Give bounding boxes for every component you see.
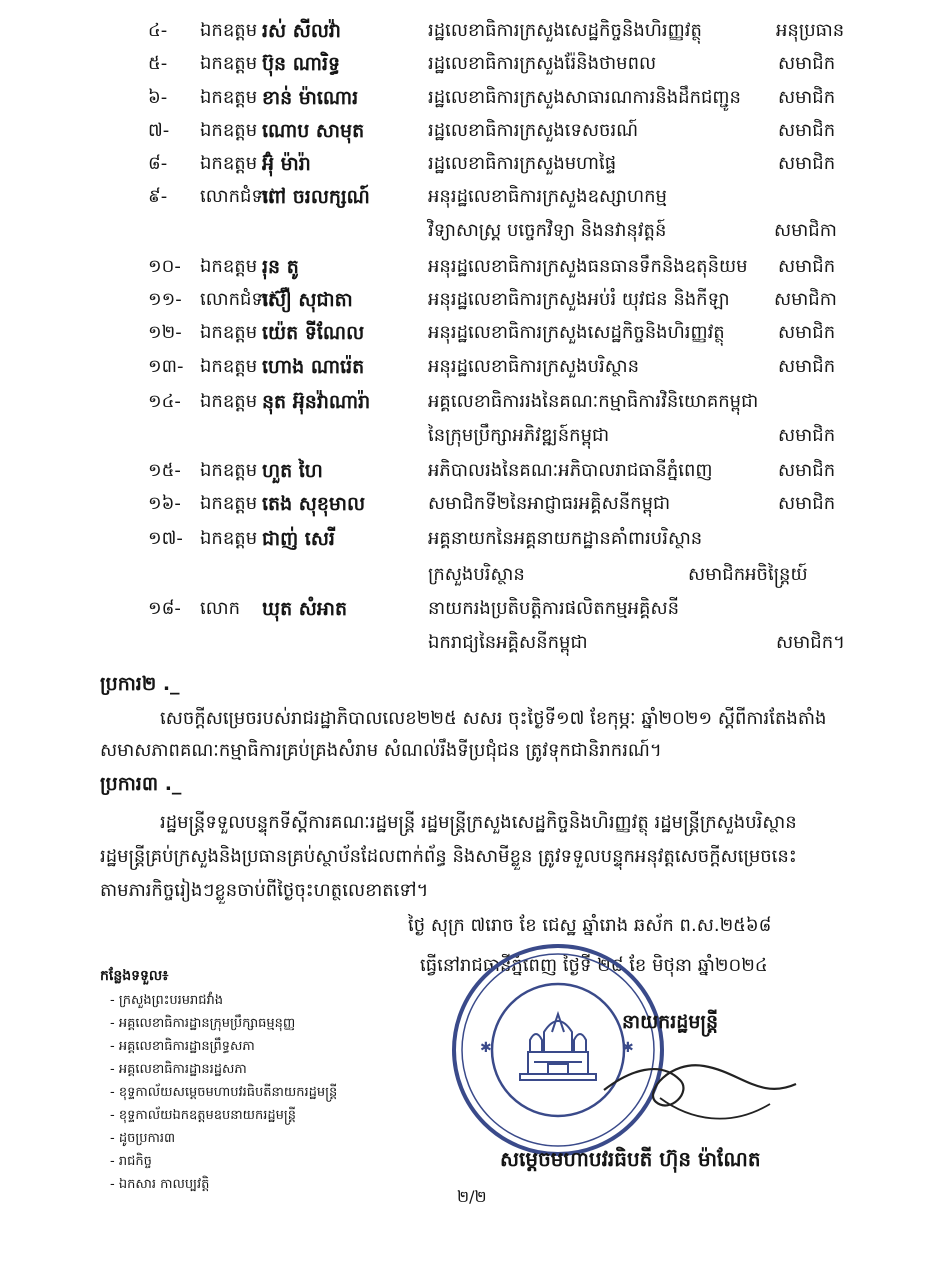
member-title: ឯកឧត្តម (200, 120, 258, 141)
member-position: អភិបាលរងនៃគណៈអភិបាលរាជធានីភ្នំពេញ (428, 460, 713, 481)
member-row (0, 49, 860, 79)
article-3-line: តាមភារកិច្ចរៀងៗខ្លួនចាប់ពីថ្ងៃចុះហត្ថលេខាតទៅ។ (100, 880, 429, 901)
member-title: លោកជំទាវ (200, 186, 275, 207)
member-number: ១៧- (148, 528, 183, 549)
member-position: អគ្គលេខាធិការរងនៃគណៈកម្មាធិការវិនិយោគកម្ពុជា (428, 391, 759, 412)
member-position: រដ្ឋលេខាធិការក្រសួងសាធារណការនិងដឹកជញ្ជូន (428, 87, 741, 108)
member-number: ៥- (148, 53, 168, 74)
member-role: សមាជិក (778, 120, 836, 141)
member-role: សមាជិកា (774, 289, 837, 310)
article-3-line: រដ្ឋមន្ត្រីទទួលបន្ទុកទីស្តីការគណៈរដ្ឋមន្ត្រី រដ្ឋមន្ត្រីក្រសួងសេដ្ឋកិច្ចនិងហិរញ្ញវត្ថុ រដ្ឋមន្ត្រីក្រសួងបរិស្ថាន (160, 812, 797, 833)
member-position-cont: ក្រសួងបរិស្ថាន (428, 564, 525, 585)
member-title: ឯកឧត្តម (200, 53, 258, 74)
member-row (0, 387, 860, 417)
member-role: សមាជិក (778, 87, 836, 108)
member-position-cont: នៃក្រុមប្រឹក្សាអភិវឌ្ឍន៍កម្ពុជា (428, 425, 610, 446)
member-role: អនុប្រធាន (776, 20, 845, 41)
member-number: ៨- (148, 153, 168, 174)
svg-text:✱: ✱ (622, 1040, 634, 1056)
member-title: ឯកឧត្តម (200, 356, 258, 377)
member-name: នុត អ៊ុនវ៉ាណារ៉ា (262, 391, 371, 413)
member-title: ឯកឧត្តម (200, 87, 258, 108)
member-name: រស់ សីលវ៉ា (262, 20, 341, 42)
member-name: យ៉េត ទីណែល (262, 322, 365, 344)
member-name: ហួត ហៃ (262, 460, 323, 482)
page-number: ២/២ (457, 1187, 487, 1206)
member-number: ៧- (148, 120, 170, 141)
member-row-continued (0, 560, 860, 590)
member-title: ឯកឧត្តម (200, 460, 258, 481)
member-row (0, 285, 860, 315)
member-position: រដ្ឋលេខាធិការក្រសួងទេសចរណ៍ (428, 120, 639, 141)
member-row (0, 252, 860, 282)
member-position: អនុរដ្ឋលេខាធិការក្រសួងបរិស្ថាន (428, 356, 640, 377)
article-3-heading: ប្រការ៣ ._ (100, 773, 182, 795)
member-number: ១៦- (148, 493, 181, 514)
member-name: អ៊ុំ ម៉ារ៉ា (262, 153, 311, 175)
member-name: ហោង ណារ៉េត (262, 356, 365, 378)
member-name: ជាញ់ សេរី (262, 528, 335, 550)
member-role: សមាជិក (778, 322, 836, 343)
member-row (0, 116, 860, 146)
article-2-heading: ប្រការ២ ._ (100, 673, 180, 695)
member-row-continued (0, 216, 860, 246)
member-number: ៩- (148, 186, 168, 207)
member-position: អនុរដ្ឋលេខាធិការក្រសួងអប់រំ យុវជន និងកីឡា (428, 289, 730, 310)
member-number: ១៣- (148, 356, 184, 377)
member-position: អនុរដ្ឋលេខាធិការក្រសួងសេដ្ឋកិច្ចនិងហិរញ្ញវត្ថុ (428, 322, 725, 343)
article-2-line: សេចក្តីសម្រេចរបស់រាជរដ្ឋាភិបាលលេខ២២៥ សសរ ចុះថ្ងៃទី១៧ ខែកុម្ភៈ ឆ្នាំ២០២១ ស្តីពីការតែងតាំង (160, 708, 827, 729)
member-position: នាយករងប្រតិបត្តិការផលិតកម្មអគ្គិសនី (428, 598, 680, 619)
member-position: អនុរដ្ឋលេខាធិការក្រសួងធនធានទឹកនិងឧតុនិយម (428, 256, 748, 277)
member-name: ពៅ ចរលក្សណ៍ (262, 186, 370, 208)
angkor-temple-icon (520, 1014, 596, 1080)
member-number: ១៥- (148, 460, 181, 481)
member-name: ណោប សាមុត (262, 120, 365, 142)
member-row (0, 182, 860, 212)
lunar-date: ថ្ងៃ សុក្រ ៧រោច ខែ ជេស្ឋ ឆ្នាំរោង ឆស័ក ព.ស.២៥៦៨ (408, 915, 772, 936)
member-row (0, 489, 860, 519)
member-position: អគ្គនាយកនៃអគ្គនាយកដ្ឋានគាំពារបរិស្ថាន (428, 528, 703, 549)
member-title: លោកជំទាវ (200, 289, 275, 310)
member-role: សមាជិក (778, 256, 836, 277)
recipient-item: - ខុទ្ទកាល័យឯកឧត្តមឧបនាយករដ្ឋមន្ត្រី (110, 1108, 296, 1123)
member-title: លោក (200, 598, 240, 619)
member-row (0, 524, 860, 554)
recipient-item: - រាជកិច្ច (110, 1154, 152, 1169)
member-number: ១៤- (148, 391, 181, 412)
recipient-item: - អគ្គលេខាធិការដ្ឋានក្រុមប្រឹក្សាធម្មនុញ្ញ (110, 1016, 296, 1031)
member-title: ឯកឧត្តម (200, 20, 258, 41)
member-row (0, 149, 860, 179)
recipient-item: - ដូចប្រការ៣ (110, 1131, 176, 1146)
member-position: សមាជិកទី២នៃអាជ្ញាធរអគ្គិសនីកម្ពុជា (428, 493, 671, 514)
member-title: ឯកឧត្តម (200, 256, 258, 277)
member-role: សមាជិក។ (776, 632, 845, 653)
article-2-line: សមាសភាពគណៈកម្មាធិការគ្រប់គ្រងសំរាម សំណល់រឹងទីប្រជុំជន ត្រូវទុកជានិរាករណ៍។ (100, 740, 662, 761)
member-row (0, 456, 860, 486)
member-name: ឃុត សំអាត (262, 598, 348, 620)
member-number: ៤- (148, 20, 168, 41)
member-title: ឯកឧត្តម (200, 153, 258, 174)
member-row (0, 594, 860, 624)
member-number: ១១- (148, 289, 182, 310)
member-position: អនុរដ្ឋលេខាធិការក្រសួងឧស្សាហកម្ម (428, 186, 667, 207)
member-row (0, 16, 860, 46)
signature-title: នាយករដ្ឋមន្ត្រី (622, 1011, 719, 1033)
member-role: សមាជិក (778, 425, 836, 446)
member-role: សមាជិក (778, 53, 836, 74)
member-number: ៦- (148, 87, 168, 108)
member-title: ឯកឧត្តម (200, 391, 258, 412)
member-position-cont: ឯករាជ្យនៃអគ្គិសនីកម្ពុជា (428, 632, 588, 653)
member-position: រដ្ឋលេខាធិការក្រសួងរ៉ែនិងថាមពល (428, 53, 657, 74)
member-position: រដ្ឋលេខាធិការក្រសួងមហាផ្ទៃ (428, 153, 617, 174)
member-name: ខាន់ ម៉ាណោរ (262, 87, 359, 109)
issue-date: ធ្វើនៅរាជធានីភ្នំពេញ ថ្ងៃទី ២៨ ខែ មិថុនា ឆ្នាំ២០២៤ (420, 955, 768, 976)
member-role: សមាជិកអចិន្ត្រៃយ៍ (688, 564, 808, 585)
member-position: រដ្ឋលេខាធិការក្រសួងសេដ្ឋកិច្ចនិងហិរញ្ញវត្ថុ (428, 20, 702, 41)
member-number: ១២- (148, 322, 182, 343)
member-role: សមាជិក (778, 356, 836, 377)
member-role: សមាជិក (778, 153, 836, 174)
member-title: ឯកឧត្តម (200, 322, 258, 343)
recipient-item: - ក្រសួងព្រះបរមរាជវាំង (110, 993, 224, 1008)
member-title: ឯកឧត្តម (200, 528, 258, 549)
recipient-item: - ឯកសារ កាលប្បវត្តិ (110, 1177, 210, 1192)
recipient-item: - ខុទ្ទកាល័យសម្តេចមហាបវរធិបតីនាយករដ្ឋមន្ត្រី (110, 1085, 338, 1100)
member-row (0, 352, 860, 382)
member-role: សមាជិកា (774, 220, 837, 241)
member-row-continued (0, 628, 860, 658)
article-3-line: រដ្ឋមន្ត្រីគ្រប់ក្រសួងនិងប្រធានគ្រប់ស្ថាប័នដែលពាក់ព័ន្ធ និងសាមីខ្លួន ត្រូវទទួលបន្ទុកអនុវត្តសេចក្តីសម្រេចនេះ (100, 846, 797, 867)
member-name: រុន តូ (262, 256, 299, 278)
member-role: សមាជិក (778, 493, 836, 514)
recipients-title: កន្លែងទទួល៖ (100, 968, 169, 984)
recipient-item: - អគ្គលេខាធិការដ្ឋានព្រឹទ្ធសភា (110, 1039, 255, 1054)
member-name: តេង សុខុមាល (262, 493, 366, 515)
member-row-continued (0, 421, 860, 451)
member-name: ស៊ឿ សុជាតា (262, 289, 353, 311)
recipient-item: - អគ្គលេខាធិការដ្ឋានរដ្ឋសភា (110, 1062, 247, 1077)
member-number: ១៨- (148, 598, 181, 619)
member-title: ឯកឧត្តម (200, 493, 258, 514)
member-row (0, 318, 860, 348)
member-number: ១០- (148, 256, 181, 277)
member-position-cont: វិទ្យាសាស្ត្រ បច្ចេកវិទ្យា និងនវានុវត្តន៍ (428, 220, 667, 241)
svg-text:✱: ✱ (480, 1040, 492, 1056)
member-name: ប៊ុន ណារិទ្ធ (262, 53, 341, 75)
signer-name: សម្តេចមហាបវរធិបតី ហ៊ុន ម៉ាណែត (500, 1147, 761, 1171)
signature-mark (600, 1030, 800, 1150)
member-row (0, 83, 860, 113)
member-role: សមាជិក (778, 460, 836, 481)
